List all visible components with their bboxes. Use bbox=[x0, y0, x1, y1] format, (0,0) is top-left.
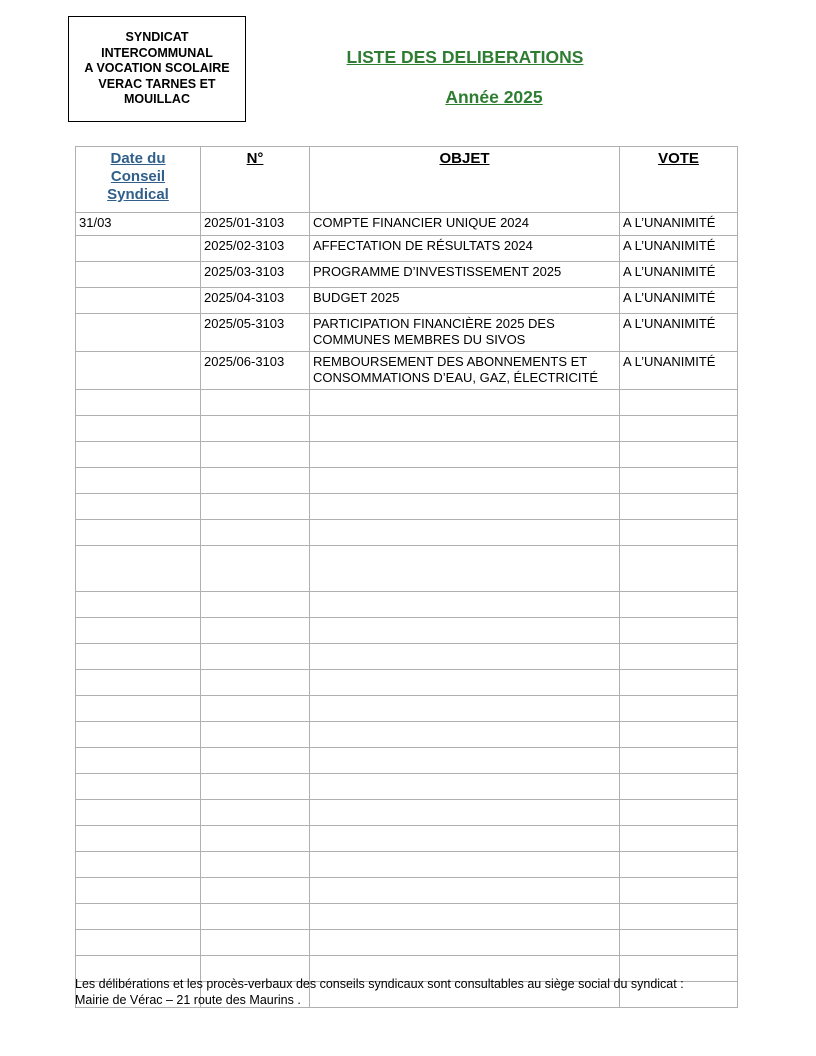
cell-objet: REMBOURSEMENT DES ABONNEMENTS ET CONSOMMATIONS D’EAU, GAZ, ÉLECTRICITÉ bbox=[310, 352, 620, 390]
empty-cell bbox=[310, 904, 620, 930]
empty-cell bbox=[310, 494, 620, 520]
empty-cell bbox=[201, 670, 310, 696]
empty-cell bbox=[201, 442, 310, 468]
cell-vote: A L’UNANIMITÉ bbox=[620, 314, 738, 352]
footer-line: Les délibérations et les procès-verbaux des conseils syndicaux sont consultables au siège social du syndicat : bbox=[75, 977, 684, 991]
empty-cell bbox=[201, 904, 310, 930]
table-header-row bbox=[76, 147, 738, 213]
empty-row bbox=[76, 592, 738, 618]
table-row bbox=[76, 314, 738, 352]
column-header-objet: OBJET bbox=[310, 147, 620, 213]
empty-row bbox=[76, 800, 738, 826]
empty-cell bbox=[310, 774, 620, 800]
empty-row bbox=[76, 520, 738, 546]
cell-vote: A L’UNANIMITÉ bbox=[620, 352, 738, 390]
organization-name-line: INTERCOMMUNAL bbox=[101, 45, 213, 60]
empty-row bbox=[76, 774, 738, 800]
organization-box bbox=[68, 16, 246, 122]
empty-cell bbox=[201, 800, 310, 826]
empty-cell bbox=[310, 878, 620, 904]
empty-cell bbox=[620, 800, 738, 826]
empty-cell bbox=[76, 442, 201, 468]
empty-cell bbox=[310, 468, 620, 494]
empty-cell bbox=[201, 390, 310, 416]
empty-row bbox=[76, 696, 738, 722]
empty-cell bbox=[76, 520, 201, 546]
table-row bbox=[76, 262, 738, 288]
empty-row bbox=[76, 748, 738, 774]
cell-numero: 2025/04-3103 bbox=[201, 288, 310, 314]
deliberations-table bbox=[75, 146, 738, 1008]
empty-cell bbox=[201, 930, 310, 956]
empty-cell bbox=[310, 442, 620, 468]
empty-cell bbox=[620, 416, 738, 442]
empty-row bbox=[76, 644, 738, 670]
table-row bbox=[76, 352, 738, 390]
empty-row bbox=[76, 442, 738, 468]
empty-cell bbox=[310, 852, 620, 878]
empty-cell bbox=[620, 546, 738, 592]
empty-cell bbox=[620, 390, 738, 416]
cell-date bbox=[76, 236, 201, 262]
empty-cell bbox=[76, 644, 201, 670]
empty-cell bbox=[76, 390, 201, 416]
empty-cell bbox=[201, 774, 310, 800]
empty-row bbox=[76, 826, 738, 852]
empty-cell bbox=[310, 416, 620, 442]
empty-cell bbox=[76, 670, 201, 696]
empty-cell bbox=[201, 494, 310, 520]
cell-date bbox=[76, 314, 201, 352]
empty-cell bbox=[620, 644, 738, 670]
footer-note bbox=[75, 976, 755, 1008]
cell-objet: PARTICIPATION FINANCIÈRE 2025 DES COMMUNES MEMBRES DU SIVOS bbox=[310, 314, 620, 352]
empty-cell bbox=[310, 826, 620, 852]
cell-vote: A L’UNANIMITÉ bbox=[620, 236, 738, 262]
empty-cell bbox=[201, 592, 310, 618]
empty-cell bbox=[76, 494, 201, 520]
empty-cell bbox=[310, 670, 620, 696]
empty-cell bbox=[201, 878, 310, 904]
empty-cell bbox=[310, 520, 620, 546]
empty-cell bbox=[620, 878, 738, 904]
empty-cell bbox=[310, 592, 620, 618]
column-header-vote: VOTE bbox=[620, 147, 738, 213]
empty-cell bbox=[201, 618, 310, 644]
empty-cell bbox=[620, 930, 738, 956]
empty-cell bbox=[620, 468, 738, 494]
empty-cell bbox=[76, 618, 201, 644]
empty-cell bbox=[76, 800, 201, 826]
empty-cell bbox=[620, 852, 738, 878]
empty-cell bbox=[620, 670, 738, 696]
empty-row bbox=[76, 904, 738, 930]
empty-cell bbox=[76, 774, 201, 800]
empty-cell bbox=[620, 774, 738, 800]
organization-name-line: VERAC TARNES ET bbox=[98, 76, 216, 91]
column-header-date-line: Conseil bbox=[110, 168, 166, 185]
empty-cell bbox=[310, 618, 620, 644]
empty-row bbox=[76, 930, 738, 956]
cell-numero: 2025/06-3103 bbox=[201, 352, 310, 390]
empty-cell bbox=[310, 722, 620, 748]
empty-cell bbox=[310, 644, 620, 670]
empty-cell bbox=[201, 416, 310, 442]
cell-numero: 2025/05-3103 bbox=[201, 314, 310, 352]
empty-cell bbox=[76, 826, 201, 852]
document-year: Année 2025 bbox=[445, 87, 543, 107]
table-row bbox=[76, 213, 738, 236]
organization-name-line: SYNDICAT bbox=[125, 30, 189, 45]
cell-date: 31/03 bbox=[76, 213, 201, 236]
cell-numero: 2025/01-3103 bbox=[201, 213, 310, 236]
empty-cell bbox=[201, 748, 310, 774]
empty-cell bbox=[620, 618, 738, 644]
empty-cell bbox=[620, 696, 738, 722]
empty-cell bbox=[620, 826, 738, 852]
empty-row bbox=[76, 416, 738, 442]
empty-cell bbox=[201, 546, 310, 592]
empty-cell bbox=[76, 416, 201, 442]
empty-cell bbox=[76, 852, 201, 878]
empty-cell bbox=[310, 390, 620, 416]
table-row bbox=[76, 236, 738, 262]
empty-cell bbox=[310, 748, 620, 774]
column-header-date bbox=[76, 147, 201, 213]
empty-cell bbox=[310, 546, 620, 592]
cell-numero: 2025/02-3103 bbox=[201, 236, 310, 262]
empty-row bbox=[76, 878, 738, 904]
cell-date bbox=[76, 352, 201, 390]
cell-objet: BUDGET 2025 bbox=[310, 288, 620, 314]
empty-cell bbox=[620, 442, 738, 468]
cell-objet: AFFECTATION DE RÉSULTATS 2024 bbox=[310, 236, 620, 262]
table-body bbox=[76, 213, 738, 1008]
empty-row bbox=[76, 618, 738, 644]
document-title: LISTE DES DELIBERATIONS bbox=[346, 47, 584, 67]
empty-cell bbox=[201, 468, 310, 494]
cell-vote: A L’UNANIMITÉ bbox=[620, 288, 738, 314]
empty-cell bbox=[310, 696, 620, 722]
empty-cell bbox=[76, 930, 201, 956]
empty-cell bbox=[76, 904, 201, 930]
empty-row bbox=[76, 494, 738, 520]
empty-cell bbox=[76, 748, 201, 774]
cell-date bbox=[76, 288, 201, 314]
empty-cell bbox=[620, 494, 738, 520]
empty-row bbox=[76, 852, 738, 878]
organization-name bbox=[84, 30, 229, 108]
empty-cell bbox=[76, 696, 201, 722]
empty-row bbox=[76, 390, 738, 416]
empty-cell bbox=[310, 930, 620, 956]
empty-cell bbox=[201, 696, 310, 722]
empty-row bbox=[76, 546, 738, 592]
footer-line: Mairie de Vérac – 21 route des Maurins . bbox=[75, 993, 301, 1007]
table-row bbox=[76, 288, 738, 314]
cell-date bbox=[76, 262, 201, 288]
empty-cell bbox=[76, 878, 201, 904]
cell-vote: A L’UNANIMITÉ bbox=[620, 213, 738, 236]
empty-cell bbox=[201, 644, 310, 670]
empty-cell bbox=[201, 520, 310, 546]
empty-cell bbox=[310, 800, 620, 826]
empty-cell bbox=[620, 520, 738, 546]
empty-cell bbox=[620, 592, 738, 618]
column-header-date-line: Syndical bbox=[107, 186, 169, 203]
empty-cell bbox=[620, 904, 738, 930]
cell-vote: A L’UNANIMITÉ bbox=[620, 262, 738, 288]
empty-cell bbox=[76, 722, 201, 748]
empty-cell bbox=[201, 826, 310, 852]
empty-row bbox=[76, 722, 738, 748]
empty-row bbox=[76, 670, 738, 696]
empty-row bbox=[76, 468, 738, 494]
organization-name-line: MOUILLAC bbox=[124, 92, 190, 107]
empty-cell bbox=[620, 722, 738, 748]
empty-cell bbox=[76, 546, 201, 592]
cell-numero: 2025/03-3103 bbox=[201, 262, 310, 288]
empty-cell bbox=[76, 468, 201, 494]
empty-cell bbox=[76, 592, 201, 618]
cell-objet: PROGRAMME D’INVESTISSEMENT 2025 bbox=[310, 262, 620, 288]
organization-name-line: A VOCATION SCOLAIRE bbox=[84, 61, 230, 76]
column-header-date-line: Date du bbox=[110, 150, 166, 167]
cell-objet: COMPTE FINANCIER UNIQUE 2024 bbox=[310, 213, 620, 236]
empty-cell bbox=[620, 748, 738, 774]
column-header-numero: N° bbox=[201, 147, 310, 213]
empty-cell bbox=[201, 722, 310, 748]
empty-cell bbox=[201, 852, 310, 878]
